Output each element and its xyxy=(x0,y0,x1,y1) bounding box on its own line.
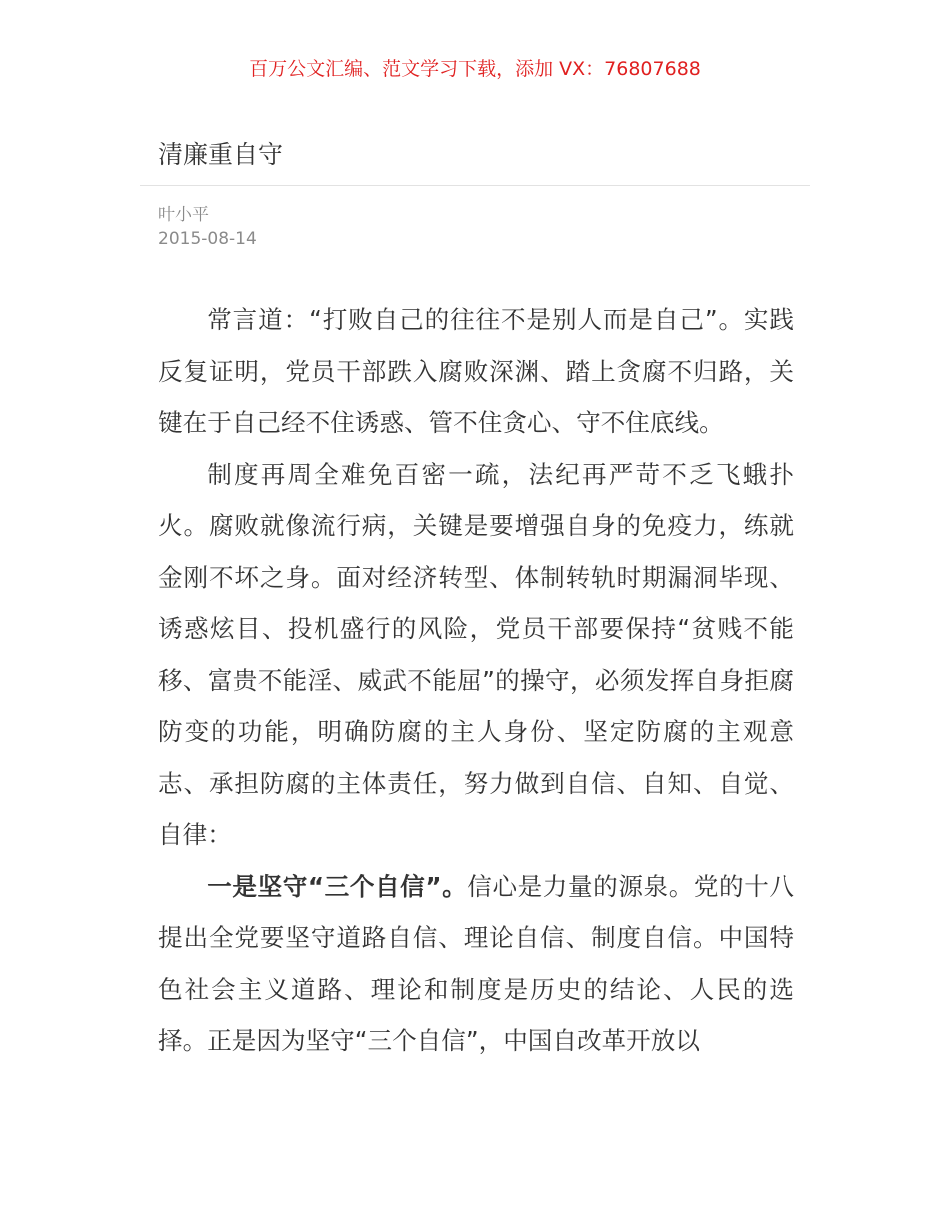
paragraph-1: 常言道：“打败自己的往往不是别人而是自己”。实践反复证明，党员干部跌入腐败深渊、踏上贪腐不归路，关键在于自己经不住诱惑、管不住贪心、守不住底线。 xyxy=(158,305,794,437)
title-divider xyxy=(140,185,810,186)
article-date: 2015-08-14 xyxy=(158,229,257,249)
paragraph-2: 制度再周全难免百密一疏，法纪再严苛不乏飞蛾扑火。腐败就像流行病，关键是要增强自身的免疫力，练就金刚不坏之身。面对经济转型、体制转轨时期漏洞毕现、诱惑炫目、投机盛行的风险，党员干部要保持“贫贱不能移、富贵不能淫、威武不能屈”的操守，必须发挥自身拒腐防变的功能，明确防腐的主人身份、坚定防腐的主观意志、承担防腐的主体责任，努力做到自信、自知、自觉、自律： xyxy=(158,459,794,849)
article-body xyxy=(158,294,794,1067)
paragraph-3 xyxy=(158,861,794,1067)
promo-banner: 百万公文汇编、范文学习下载，添加 VX：76807688 xyxy=(249,58,701,80)
point-one-heading: 一是坚守“三个自信”。 xyxy=(207,871,468,901)
article-title: 清廉重自守 xyxy=(158,140,284,169)
article-author: 叶小平 xyxy=(158,205,209,225)
point-one-body: 信心是力量的源泉。党的十八提出全党要坚守道路自信、理论自信、制度自信。中国特色社会主义道路、理论和制度是历史的结论、人民的选择。正是因为坚守“三个自信”，中国自改革开放以 xyxy=(158,871,794,1055)
